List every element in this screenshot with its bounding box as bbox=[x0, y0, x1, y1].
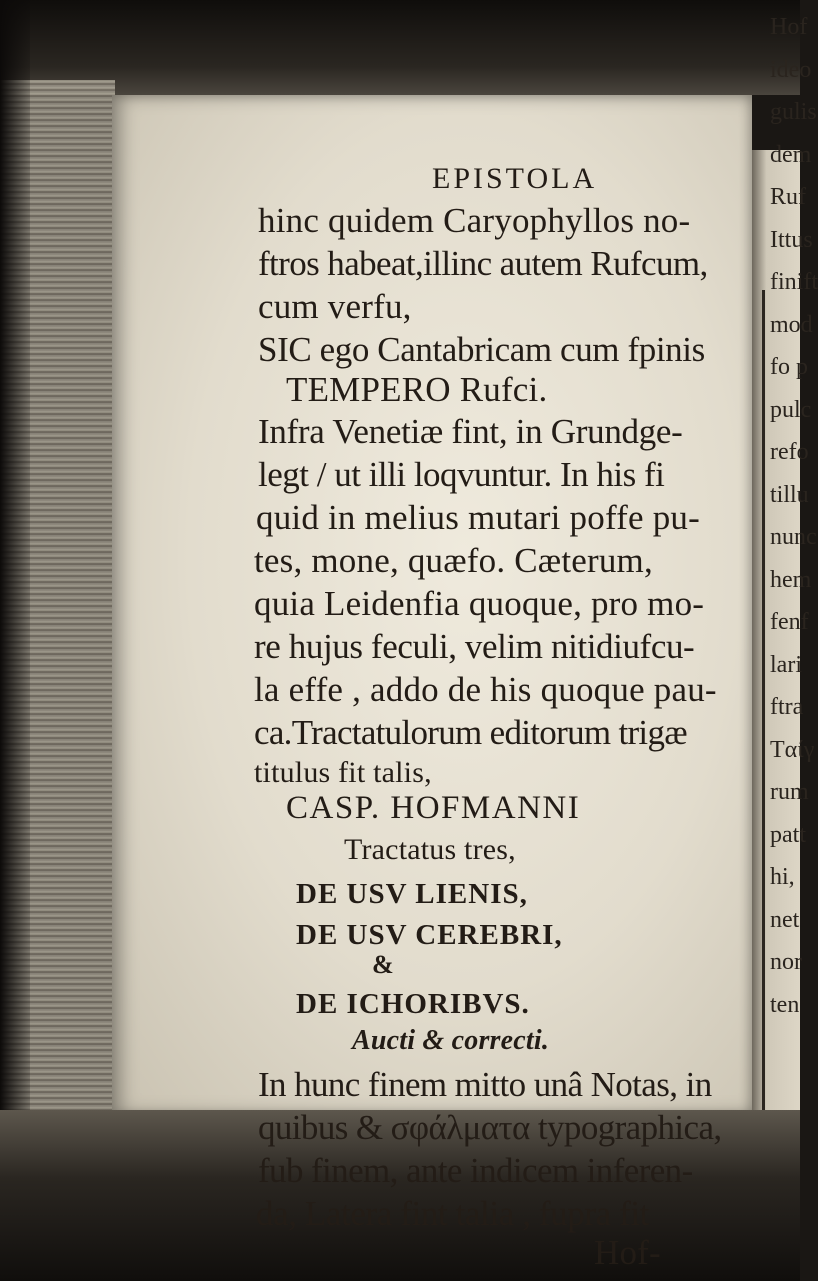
title-line: DE USV LIENIS, bbox=[296, 878, 528, 910]
facing-page-fragment: Ittus bbox=[770, 226, 813, 253]
text-line: quibus & σφάλματα typographica, bbox=[258, 1108, 722, 1147]
ampersand-line: & bbox=[372, 950, 394, 979]
facing-page-fragment: patt bbox=[770, 821, 806, 848]
facing-page-fragment: Hof bbox=[770, 14, 808, 40]
facing-page-fragment: rum bbox=[770, 779, 809, 805]
text-line: la effe , addo de his quoque pau- bbox=[254, 670, 717, 709]
facing-page-fragment: hi, bbox=[770, 864, 795, 890]
text-line: Infra Venetiæ fint, in Grundge- bbox=[258, 412, 683, 451]
running-header: EPISTOLA bbox=[432, 162, 598, 195]
author-line: CASP. HOFMANNI bbox=[286, 790, 581, 826]
text-line: ca.Tractatulorum editorum trigæ bbox=[254, 713, 687, 752]
text-line: da, Latera fint talia , fupra fit bbox=[256, 1194, 649, 1233]
title-line: DE ICHORIBVS. bbox=[296, 988, 530, 1020]
facing-page-fragment: Tαίγ bbox=[770, 736, 815, 763]
facing-page-fragment: lari bbox=[770, 651, 802, 678]
facing-page-fragment: ideo bbox=[770, 56, 812, 83]
facing-page-fragment: Ruf bbox=[770, 184, 806, 210]
facing-page-fragment: finift bbox=[770, 269, 818, 295]
text-line: cum verfu, bbox=[258, 287, 412, 326]
facing-page-fragment: pulc bbox=[770, 396, 812, 423]
text-line: tes, mone, quæfo. Cæterum, bbox=[254, 541, 653, 580]
facing-page-fragment: nor bbox=[770, 949, 802, 975]
text-line: quid in melius mutari poffe pu- bbox=[256, 498, 700, 537]
facing-page-fragment: net bbox=[770, 906, 800, 933]
catchword: Hof- bbox=[594, 1233, 661, 1272]
text-line: Tractatus tres, bbox=[344, 833, 516, 866]
text-line: quia Leidenfia quoque, pro mo- bbox=[254, 584, 705, 623]
italic-line: Aucti & correcti. bbox=[352, 1025, 550, 1056]
facing-page-fragment: tillu bbox=[770, 481, 809, 508]
text-line: re hujus feculi, velim nitidiufcu- bbox=[254, 627, 695, 666]
facing-page-fragment: refo bbox=[770, 439, 809, 465]
text-line: TEMPERO Rufci. bbox=[286, 370, 548, 409]
facing-page-fragment: nunc bbox=[770, 524, 817, 550]
facing-page-fragment: ftra bbox=[770, 694, 804, 720]
text-line: SIC ego Cantabricam cum fpinis bbox=[258, 330, 705, 369]
text-line: ftros habeat,illinc autem Rufcum, bbox=[258, 244, 708, 283]
facing-page-fragment: fenf bbox=[770, 609, 809, 635]
text-line: legt / ut illi loqvuntur. In his fi bbox=[258, 455, 665, 494]
text-line: In hunc finem mitto unâ Notas, in bbox=[258, 1065, 712, 1104]
text-line: titulus fit talis, bbox=[254, 756, 432, 789]
facing-page-fragment: dem bbox=[770, 141, 812, 168]
text-line: fub finem, ante indicem inferen- bbox=[258, 1151, 693, 1190]
facing-page-fragment: ten bbox=[770, 991, 800, 1018]
facing-page-fragment: hem bbox=[770, 566, 812, 593]
facing-page-fragment: mod bbox=[770, 311, 813, 338]
facing-page-fragment: fo p bbox=[770, 354, 808, 380]
title-line: DE USV CEREBRI, bbox=[296, 919, 563, 951]
facing-page-fragment: gulis bbox=[770, 99, 817, 125]
text-line: hinc quidem Caryophyllos no- bbox=[258, 201, 691, 240]
